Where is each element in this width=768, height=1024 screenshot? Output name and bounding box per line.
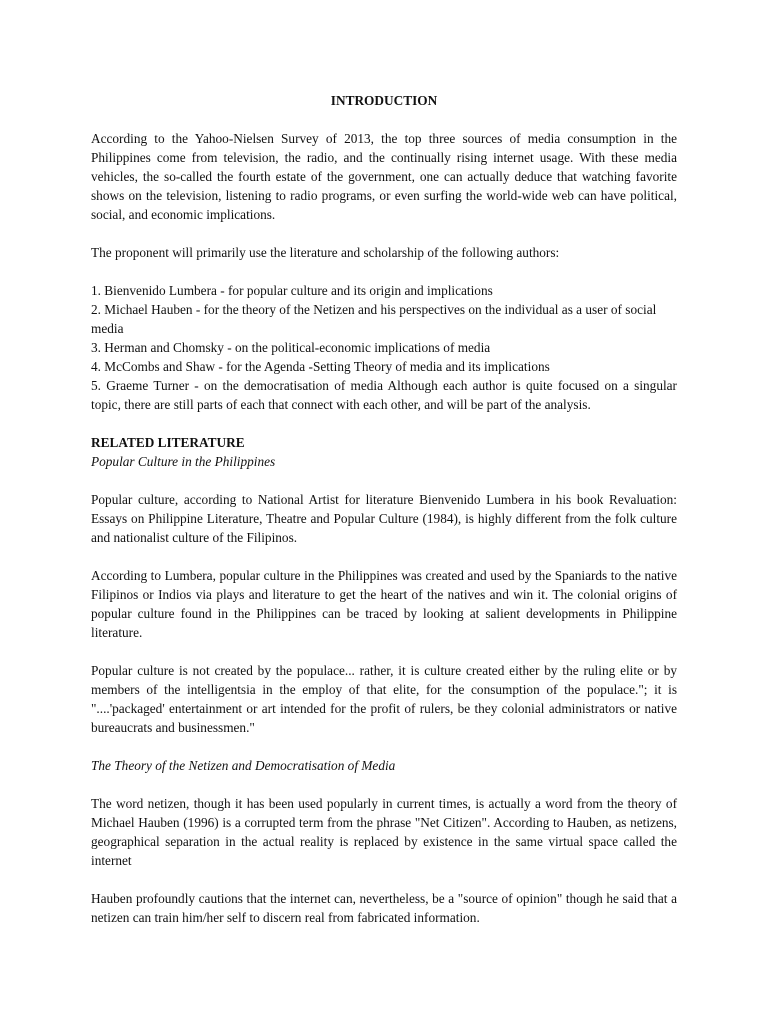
list-item: 1. Bienvenido Lumbera - for popular culture and its origin and implications bbox=[91, 283, 493, 298]
related-literature-heading: RELATED LITERATURE bbox=[91, 435, 245, 450]
popular-culture-paragraph-1: Popular culture, according to National Artist for literature Bienvenido Lumbera in his book Revaluation: Essays on Philippine Literature, Theatre and Popular Culture (1984), is highly different from the folk culture and nationalist culture of the Filipinos. bbox=[91, 492, 677, 545]
popular-culture-paragraph-3: Popular culture is not created by the populace... rather, it is culture created either by the ruling elite or by members of the intelligentsia in the employ of that elite, for the consumption of the populace."; it is "....'packaged' entertainment or art intended for the profit of rulers, be they colonial administrators or native bureaucrats and businessmen." bbox=[91, 663, 677, 735]
authors-list bbox=[91, 281, 677, 414]
document-page bbox=[91, 91, 677, 946]
list-item: 3. Herman and Chomsky - on the political-economic implications of media bbox=[91, 340, 491, 355]
intro-paragraph-2: The proponent will primarily use the literature and scholarship of the following authors: bbox=[91, 245, 560, 260]
list-item: 4. McCombs and Shaw - for the Agenda -Setting Theory of media and its implications bbox=[91, 359, 550, 374]
popular-culture-subheading: Popular Culture in the Philippines bbox=[91, 454, 276, 469]
intro-paragraph-1: According to the Yahoo-Nielsen Survey of 2013, the top three sources of media consumption in the Philippines come from television, the radio, and the continually rising internet usage. With these media vehicles, the so-called the fourth estate of the government, one can actually deduce that watching favorite shows on the television, listening to radio programs, or even surfing the world-wide web can have political, social, and economic implications. bbox=[91, 131, 677, 222]
netizen-subheading: The Theory of the Netizen and Democratisation of Media bbox=[91, 758, 396, 773]
netizen-paragraph-1: The word netizen, though it has been used popularly in current times, is actually a word from the theory of Michael Hauben (1996) is a corrupted term from the phrase "Net Citizen". According to Hauben, as netizens, geographical separation in the actual reality is replaced by existence in the same virtual space called the internet bbox=[91, 796, 677, 868]
popular-culture-paragraph-2: According to Lumbera, popular culture in the Philippines was created and used by the Spaniards to the native Filipinos or Indios via plays and literature to get the heart of the natives and win it. The colonial origins of popular culture found in the Philippines can be traced by looking at salient developments in Philippine literature. bbox=[91, 568, 677, 640]
document-title: INTRODUCTION bbox=[330, 93, 438, 108]
netizen-paragraph-2: Hauben profoundly cautions that the internet can, nevertheless, be a "source of opinion" though he said that a netizen can train him/her self to discern real from fabricated information. bbox=[91, 891, 677, 925]
list-item: 5. Graeme Turner - on the democratisation of media Although each author is quite focused on a singular topic, there are still parts of each that connect with each other, and will be part of the analysis. bbox=[91, 378, 677, 412]
list-item: 2. Michael Hauben - for the theory of the Netizen and his perspectives on the individual as a user of social media bbox=[91, 302, 657, 336]
